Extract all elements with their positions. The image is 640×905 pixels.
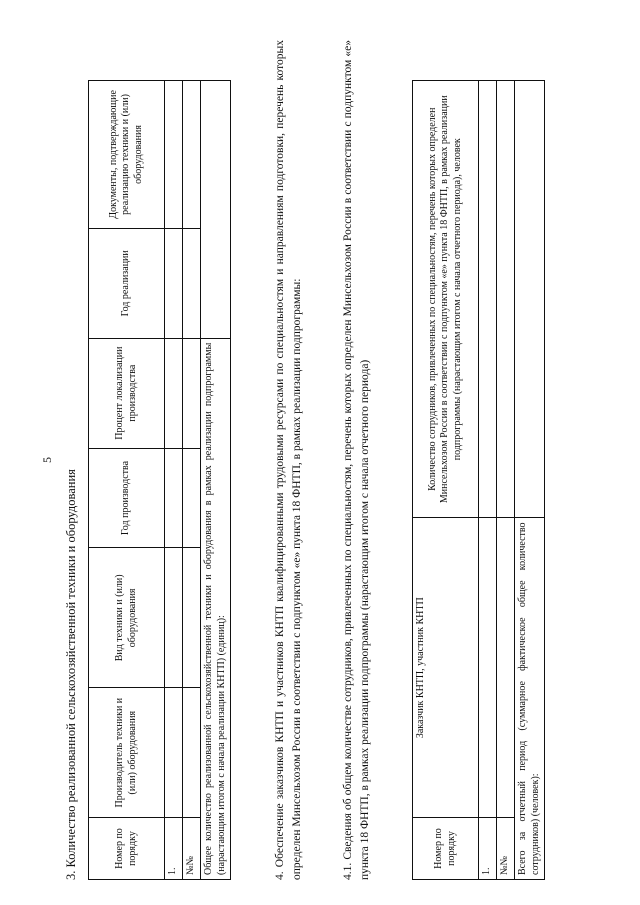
table-cell: [165, 338, 183, 448]
table-cell: [497, 81, 515, 518]
row-number: 1.: [479, 818, 497, 880]
table-cell: [165, 228, 183, 338]
staff-table: [412, 80, 545, 880]
row-number: 1.: [165, 818, 183, 880]
table-cell: [497, 518, 515, 818]
rotated-content: [40, 40, 600, 880]
row-number: №№: [497, 818, 515, 880]
equipment-table: [88, 80, 231, 880]
row-number: №№: [183, 818, 201, 880]
total-row-label: Всего за отчетный период (суммарное фактическое общее количество сотрудников) (человек):: [515, 518, 545, 880]
col-header-sale-year: Год реализации: [89, 228, 165, 338]
col-header-staff-count: Количество сотрудников, привлеченных по специальностям, перечень которых определен Минсельхозом России в соответствии с подпунктом «е» пункта 18 ФНТП, в рамках реализации подпрограммы (нарастающим итогом с начала отчетного периода), человек: [413, 81, 479, 518]
table-cell: [183, 688, 201, 818]
table-cell: [479, 81, 497, 518]
table-cell: [183, 338, 201, 448]
col-header-manufacturer: Производитель техники и (или) оборудования: [89, 688, 165, 818]
col-header-number: Номер по порядку: [89, 818, 165, 880]
col-header-customer: Заказчик КНТП, участник КНТП: [413, 518, 479, 818]
col-header-localization: Процент локализации производства: [89, 338, 165, 448]
table-cell: [479, 518, 497, 818]
table-cell: [183, 228, 201, 338]
col-header-number: Номер по порядку: [413, 818, 479, 880]
table-cell: [183, 81, 201, 229]
section-4-1-paragraph: 4.1. Сведения об общем количестве сотрудников, привлеченных по специальностям, перечень которых определен Минсельхозом России в соответствии с подпунктом «е» пункта 18 ФНТП, в рамках реализации подпрограммы (нарастающим итогом с начала отчетного периода): [342, 40, 371, 880]
col-header-documents: Документы, подтверждающие реализацию техники и (или) оборудования: [89, 81, 165, 229]
table-cell: [165, 688, 183, 818]
total-row-value: [515, 81, 545, 518]
total-row-value: [201, 81, 231, 339]
col-header-production-year: Год производства: [89, 448, 165, 548]
total-row-label: Общее количество реализованной сельскохозяйственной техники и оборудования в рамках реализации подпрограммы (нарастающим итогом с начала реализации КНТП) (единиц):: [201, 338, 231, 879]
table-cell: [165, 448, 183, 548]
table-cell: [165, 81, 183, 229]
table-cell: [183, 548, 201, 688]
col-header-equipment-type: Вид техники и (или) оборудования: [89, 548, 165, 688]
page-number: 5: [40, 457, 54, 463]
section-4-paragraph: 4. Обеспечение заказчиков КНТП и участников КНТП квалифицированными трудовыми ресурсами по специальностям и направлениям подготовки, перечень которых определен Минсельхозом России в соответствии с подпунктом «е» пункта 18 ФНТП, в рамках реализации подпрограммы:: [274, 40, 303, 880]
table-cell: [183, 448, 201, 548]
table-cell: [165, 548, 183, 688]
section-3-title: 3. Количество реализованной сельскохозяйственной техники и оборудования: [64, 469, 78, 880]
